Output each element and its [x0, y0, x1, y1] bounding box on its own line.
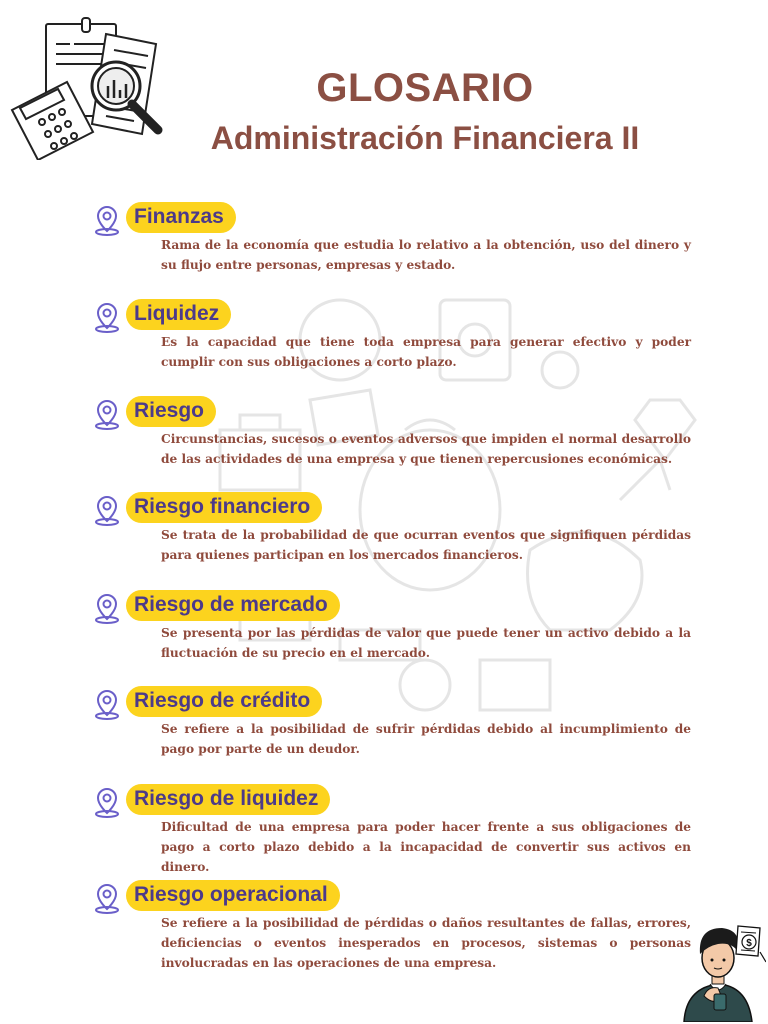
location-pin-icon	[92, 301, 122, 333]
term-label: Riesgo de mercado	[126, 590, 340, 621]
location-pin-icon	[92, 688, 122, 720]
page-title: GLOSARIO	[316, 66, 534, 110]
term-label: Liquidez	[126, 299, 231, 330]
location-pin-icon	[92, 592, 122, 624]
location-pin-icon	[92, 494, 122, 526]
term-definition: Es la capacidad que tiene toda empresa para generar efectivo y poder cumplir con sus obligaciones a corto plazo.	[161, 335, 691, 369]
term-label: Finanzas	[126, 202, 236, 233]
location-pin-icon	[92, 398, 122, 430]
page-subtitle: Administración Financiera II	[210, 120, 640, 156]
location-pin-icon	[92, 882, 122, 914]
term-label: Riesgo operacional	[126, 880, 340, 911]
term-definition: Dificultad de una empresa para poder hacer frente a sus obligaciones de pago a corto plazo debido a la incapacidad de convertir sus activos en dinero.	[161, 820, 691, 874]
term-label: Riesgo de liquidez	[126, 784, 330, 815]
term-label: Riesgo	[126, 396, 216, 427]
term-definition: Se refiere a la posibilidad de sufrir pérdidas debido al incumplimiento de pago por parte de un deudor.	[161, 722, 691, 756]
term-definition: Se presenta por las pérdidas de valor que puede tener un activo debido a la fluctuación de su precio en el mercado.	[161, 626, 691, 660]
location-pin-icon	[92, 786, 122, 818]
term-definition: Se trata de la probabilidad de que ocurran eventos que signifiquen pérdidas para quienes participan en los mercados financieros.	[161, 528, 691, 562]
term-label: Riesgo financiero	[126, 492, 322, 523]
term-label: Riesgo de crédito	[126, 686, 322, 717]
term-definition: Circunstancias, sucesos o eventos adversos que impiden el normal desarrollo de las actividades de una empresa y que tienen repercusiones económicas.	[161, 432, 691, 466]
term-definition: Rama de la economía que estudia lo relativo a la obtención, uso del dinero y su flujo entre personas, empresas y estado.	[161, 238, 691, 272]
student-with-bill-illustration	[676, 918, 766, 1022]
location-pin-icon	[92, 204, 122, 236]
dollar-sign-label: $	[746, 938, 752, 949]
term-definition: Se refiere a la posibilidad de pérdidas o daños resultantes de fallas, errores, deficiencias o eventos inesperados en procesos, sistemas o personas involucradas en las operaciones de una empresa.	[161, 916, 691, 970]
documents-calculator-illustration	[8, 10, 173, 160]
